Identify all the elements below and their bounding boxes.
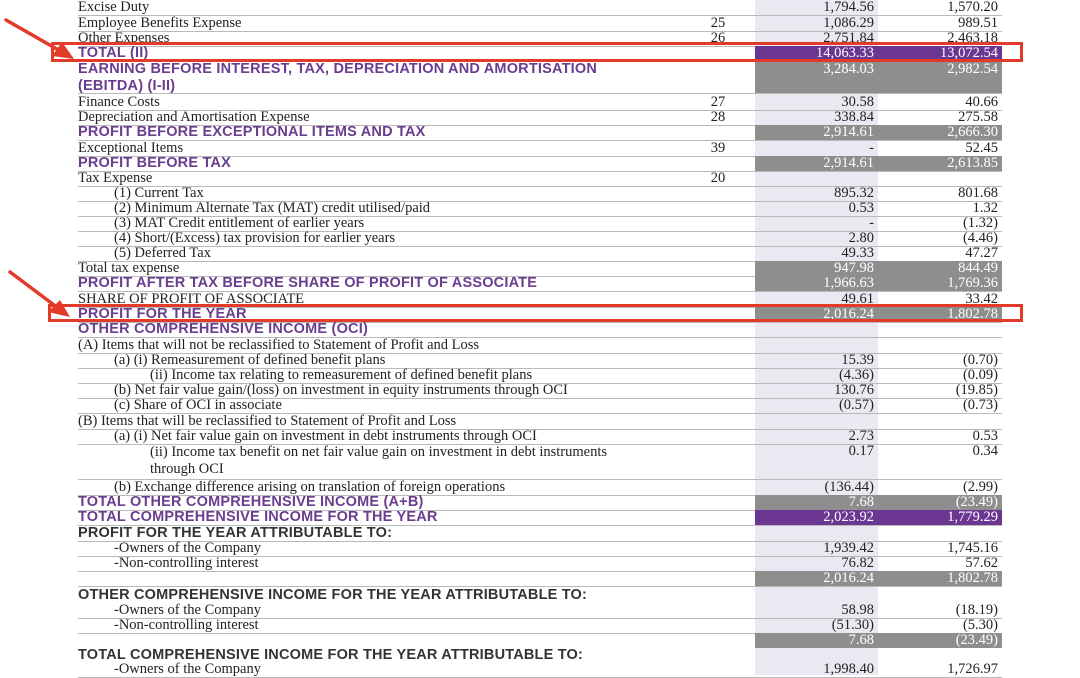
current-year-value: (0.57) <box>838 397 874 413</box>
current-year-value: 130.76 <box>834 382 874 398</box>
statement-row-subtotal <box>78 571 1002 587</box>
row-label: -Non-controlling interest <box>114 617 259 633</box>
previous-year-value: 33.42 <box>965 291 998 307</box>
row-label: OTHER COMPREHENSIVE INCOME FOR THE YEAR ATTRIBUTABLE TO: <box>78 587 588 603</box>
highlight-box-total <box>51 42 1023 62</box>
previous-year-value: 275.58 <box>958 109 998 125</box>
row-note: 26 <box>710 30 726 46</box>
current-year-value: 15.39 <box>841 352 874 368</box>
row-label: (c) Share of OCI in associate <box>114 397 282 413</box>
previous-year-value: 57.62 <box>965 555 998 571</box>
current-year-value: 2,016.24 <box>755 307 878 322</box>
statement-row <box>78 0 1002 16</box>
current-year-value: - <box>869 140 874 156</box>
previous-year-value: (0.73) <box>962 397 998 413</box>
previous-year-value: 1,745.16 <box>947 540 998 556</box>
row-label: -Owners of the Company <box>114 540 261 556</box>
row-label: (2) Minimum Alternate Tax (MAT) credit utilised/paid <box>114 200 431 216</box>
previous-year-value: 13,072.54 <box>878 46 1002 61</box>
row-label: TOTAL (II) <box>78 45 149 61</box>
row-label: PROFIT BEFORE TAX <box>78 155 231 171</box>
row-label: TOTAL OTHER COMPREHENSIVE INCOME (A+B) <box>78 494 424 510</box>
previous-year-value: 801.68 <box>958 185 998 201</box>
current-year-value: 7.68 <box>755 495 878 510</box>
row-label: Tax Expense <box>78 170 153 186</box>
previous-year-value: (23.49) <box>878 495 1002 510</box>
previous-year-value: 1,802.78 <box>878 307 1002 322</box>
current-year-value: (4.36) <box>838 367 874 383</box>
row-label: (5) Deferred Tax <box>114 245 211 261</box>
previous-year-value: (4.46) <box>962 230 998 246</box>
previous-year-value: (0.09) <box>962 367 998 383</box>
current-year-value: 30.58 <box>841 94 874 110</box>
current-year-value: 1,086.29 <box>823 15 874 31</box>
previous-year-value: 1,570.20 <box>947 0 998 15</box>
row-label: (A) Items that will not be reclassified to Statement of Profit and Loss <box>78 337 480 353</box>
previous-year-value: 1,779.29 <box>878 510 1002 525</box>
statement-row-subtotal <box>78 125 1002 141</box>
current-year-value: 2,016.24 <box>755 571 878 586</box>
row-label: Employee Benefits Expense <box>78 15 242 31</box>
row-note: 25 <box>710 15 726 31</box>
previous-year-value: 0.34 <box>972 443 998 459</box>
current-year-value: (51.30) <box>831 617 874 633</box>
statement-row-subtotal <box>78 633 1002 648</box>
row-label: (ii) Income tax relating to remeasurement of defined benefit plans <box>150 367 533 383</box>
row-label: (b) Exchange difference arising on translation of foreign operations <box>114 479 506 495</box>
previous-year-value: 40.66 <box>965 94 998 110</box>
previous-year-value: 2,463.18 <box>947 30 998 46</box>
current-year-value: 2,914.61 <box>755 156 878 171</box>
statement-row <box>78 444 1002 480</box>
previous-year-value: 1,726.97 <box>947 661 998 677</box>
statement-row <box>78 322 1002 338</box>
current-year-value: 1,966.63 <box>755 276 878 291</box>
row-label: (3) MAT Credit entitlement of earlier years <box>114 215 365 231</box>
row-label: Finance Costs <box>78 94 160 110</box>
statement-row-subtotal <box>78 276 1002 292</box>
current-year-value: 2.73 <box>848 428 874 444</box>
row-label: (ii) Income tax benefit on net fair value gain on investment in debt instruments through OCI <box>150 444 608 477</box>
current-year-value: 2,914.61 <box>755 125 878 140</box>
row-label: SHARE OF PROFIT OF ASSOCIATE <box>78 291 305 307</box>
current-year-value: 1,794.56 <box>823 0 874 15</box>
previous-year-value: 1,802.78 <box>878 571 1002 586</box>
current-year-value: 49.61 <box>841 291 874 307</box>
previous-year-value: 2,982.54 <box>878 61 1002 93</box>
row-label: TOTAL COMPREHENSIVE INCOME FOR THE YEAR ATTRIBUTABLE TO: <box>78 647 584 663</box>
previous-year-value: (2.99) <box>962 479 998 495</box>
previous-year-value: 47.27 <box>965 245 998 261</box>
current-year-value: 58.98 <box>841 602 874 618</box>
arrow-icon <box>0 14 80 62</box>
row-label: (B) Items that will be reclassified to Statement of Profit and Loss <box>78 413 457 429</box>
current-year-value: 895.32 <box>834 185 874 201</box>
row-label: Depreciation and Amortisation Expense <box>78 109 310 125</box>
current-year-value: 7.68 <box>755 633 878 648</box>
row-label: -Non-controlling interest <box>114 555 259 571</box>
previous-year-value: (18.19) <box>955 602 998 618</box>
row-label: PROFIT BEFORE EXCEPTIONAL ITEMS AND TAX <box>78 124 426 140</box>
statement-row <box>78 648 1002 662</box>
row-label: -Owners of the Company <box>114 602 261 618</box>
previous-year-value: (23.49) <box>878 633 1002 648</box>
current-year-value: 2.80 <box>848 230 874 246</box>
current-year-value: (136.44) <box>824 479 874 495</box>
row-label: OTHER COMPREHENSIVE INCOME (OCI) <box>78 321 368 337</box>
previous-year-value: 52.45 <box>965 140 998 156</box>
row-label: EARNING BEFORE INTEREST, TAX, DEPRECIATION AND AMORTISATION (EBITDA) (I-II) <box>78 61 598 94</box>
row-label: (a) (i) Net fair value gain on investment in debt instruments through OCI <box>114 428 537 444</box>
row-label: TOTAL COMPREHENSIVE INCOME FOR THE YEAR <box>78 509 438 525</box>
statement-row-total <box>78 510 1002 526</box>
statement-row <box>78 398 1002 414</box>
highlight-box-profit <box>48 304 1023 322</box>
previous-year-value: 989.51 <box>958 15 998 31</box>
row-label: PROFIT AFTER TAX BEFORE SHARE OF PROFIT OF ASSOCIATE <box>78 275 538 291</box>
current-year-value: 3,284.03 <box>755 61 878 93</box>
current-year-value: 76.82 <box>841 555 874 571</box>
previous-year-value: 844.49 <box>878 261 1002 276</box>
row-label: Exceptional Items <box>78 140 184 156</box>
previous-year-value: (1.32) <box>962 215 998 231</box>
row-note: 27 <box>710 94 726 110</box>
row-note: 39 <box>710 140 726 156</box>
statement-row <box>78 662 1002 678</box>
current-year-value: 0.53 <box>848 200 874 216</box>
current-year-value: 14,063.33 <box>755 46 878 61</box>
previous-year-value: 1.32 <box>972 200 998 216</box>
row-label: -Owners of the Company <box>114 661 261 677</box>
previous-year-value: (5.30) <box>962 617 998 633</box>
row-note: 28 <box>710 109 726 125</box>
current-year-value: 947.98 <box>755 261 878 276</box>
arrow-icon <box>0 268 76 320</box>
current-year-value: 1,939.42 <box>823 540 874 556</box>
current-year-value: 2,023.92 <box>755 510 878 525</box>
row-label: Total tax expense <box>78 260 180 276</box>
previous-year-value: (19.85) <box>955 382 998 398</box>
previous-year-value: (0.70) <box>962 352 998 368</box>
row-label: (a) (i) Remeasurement of defined benefit plans <box>114 352 386 368</box>
row-label: PROFIT FOR THE YEAR ATTRIBUTABLE TO: <box>78 525 393 541</box>
statement-row-ebitda <box>78 61 1002 94</box>
row-note: 20 <box>710 170 726 186</box>
row-label: (b) Net fair value gain/(loss) on investment in equity instruments through OCI <box>114 382 568 398</box>
current-year-value: 1,998.40 <box>823 661 874 677</box>
current-year-value: 338.84 <box>834 109 874 125</box>
previous-year-value: 0.53 <box>972 428 998 444</box>
current-year-value: 49.33 <box>841 245 874 261</box>
previous-year-value: 2,666.30 <box>878 125 1002 140</box>
row-label: (4) Short/(Excess) tax provision for earlier years <box>114 230 396 246</box>
current-year-value: 0.17 <box>848 443 874 459</box>
row-label: (1) Current Tax <box>114 185 204 201</box>
current-year-value: 2,751.84 <box>823 30 874 46</box>
row-label: Excise Duty <box>78 0 150 15</box>
row-label: PROFIT FOR THE YEAR <box>78 306 247 322</box>
previous-year-value: 2,613.85 <box>878 156 1002 171</box>
current-year-value: - <box>869 215 874 231</box>
row-label: Other Expenses <box>78 30 170 46</box>
previous-year-value: 1,769.36 <box>878 276 1002 291</box>
statement-row-subtotal <box>78 156 1002 172</box>
